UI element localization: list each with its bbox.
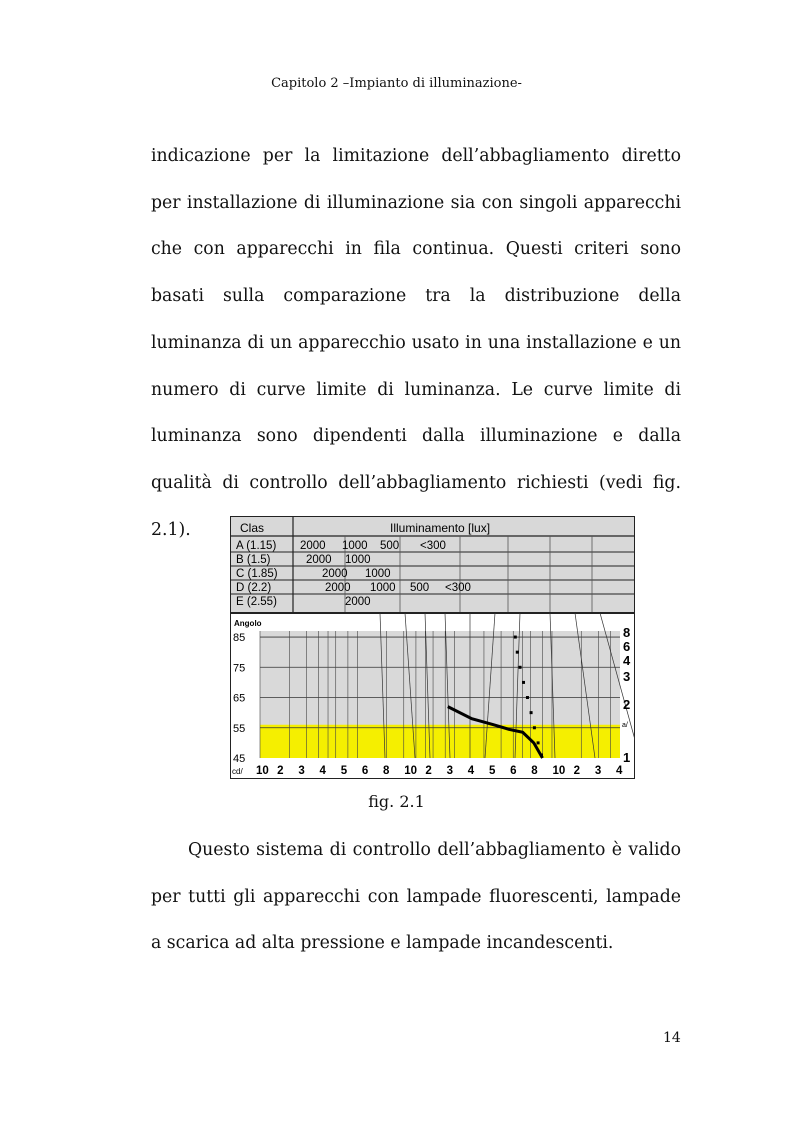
table-cell-lux: 1000 <box>370 582 396 594</box>
right-tick-label: 3 <box>623 669 631 684</box>
table-cell-lux: 2000 <box>322 568 348 580</box>
x-tick-label: 2 <box>573 765 581 777</box>
table-row-class: E (2.55) <box>236 596 277 608</box>
x-tick-label: 6 <box>361 765 369 777</box>
right-tick-label: 1 <box>623 750 631 765</box>
page-number: 14 <box>663 1030 681 1046</box>
highlight-band <box>260 725 620 758</box>
series-point-limit-dotted <box>519 666 522 669</box>
table-cell-lux: 1000 <box>365 568 391 580</box>
x-tick-label: 8 <box>531 765 538 777</box>
x-tick-label: 10 <box>552 765 566 777</box>
x-tick-label: 3 <box>446 765 453 777</box>
x-tick-label: 8 <box>383 765 390 777</box>
series-point-limit-dotted <box>516 651 519 654</box>
y-axis-label: Angolo <box>234 619 262 628</box>
series-point-limit-dotted <box>530 711 533 714</box>
right-tick-label: 8 <box>623 625 631 640</box>
x-tick-label: 10 <box>256 765 269 777</box>
y-tick-label: 45 <box>233 753 246 765</box>
table-class-header: Clas <box>240 521 265 535</box>
x-axis-label: cd/ <box>232 767 243 776</box>
y-tick-label: 55 <box>233 722 246 735</box>
x-tick-label: 6 <box>510 765 517 777</box>
x-tick-label: 2 <box>425 765 432 777</box>
x-tick-label: 2 <box>277 765 284 777</box>
x-tick-label: 5 <box>488 765 496 777</box>
body-paragraph-2: Questo sistema di controllo dell’abbagliamento è valido per tutti gli apparecchi con lampade fluorescenti, lampade a scarica ad alta pressione e lampade incandescenti. <box>151 840 681 954</box>
table-row-class: B (1.5) <box>236 554 271 566</box>
series-point-limit-dotted <box>533 726 536 729</box>
series-point-limit-dotted <box>537 741 540 744</box>
table-cell-lux: 1000 <box>345 554 371 566</box>
table-cell-lux: 500 <box>410 582 430 594</box>
table-cell-lux: 500 <box>380 540 400 552</box>
x-tick-label: 4 <box>467 765 475 777</box>
table-cell-lux: 2000 <box>345 596 371 608</box>
x-tick-label: 4 <box>616 765 623 777</box>
figure-2-1 <box>230 516 635 779</box>
table-cell-lux: <300 <box>445 582 471 594</box>
figure-caption: fig. 2.1 <box>368 792 425 811</box>
series-point-limit-dotted <box>540 753 543 756</box>
table-row-class: D (2.2) <box>236 582 272 594</box>
y-tick-label: 65 <box>233 692 246 705</box>
series-point-limit-dotted <box>526 696 529 699</box>
table-cell-lux: 2000 <box>306 554 332 566</box>
glare-limit-diagram <box>230 516 635 779</box>
table-cell-lux: 2000 <box>300 540 326 552</box>
x-tick-label: 10 <box>404 765 418 777</box>
right-axis-label: a/ <box>622 722 628 729</box>
table-cell-lux: <300 <box>420 540 446 552</box>
x-tick-label: 5 <box>340 765 348 777</box>
series-point-limit-dotted <box>514 636 517 639</box>
x-tick-label: 3 <box>594 765 602 777</box>
table-row-class: A (1.15) <box>236 540 277 552</box>
right-tick-label: 6 <box>623 639 631 654</box>
table-lux-header: Illuminamento [lux] <box>390 521 491 535</box>
x-tick-label: 3 <box>298 765 305 777</box>
table-row-class: C (1.85) <box>236 568 278 580</box>
running-header: Capitolo 2 –Impianto di illuminazione- <box>271 76 522 91</box>
right-tick-label: 4 <box>623 653 631 668</box>
y-tick-label: 75 <box>233 662 246 675</box>
series-point-limit-dotted <box>522 681 525 684</box>
table-cell-lux: 2000 <box>325 582 351 594</box>
right-tick-label: 2 <box>623 697 631 712</box>
x-tick-label: 4 <box>319 765 326 777</box>
y-tick-label: 85 <box>233 632 246 645</box>
table-cell-lux: 1000 <box>342 540 368 552</box>
body-paragraph-1: indicazione per la limitazione dell’abbagliamento diretto per installazione di illuminazione sia con singoli apparecchi che con apparecchi in fila continua. Questi criteri sono basati sulla comparazione tra la distribuzione della luminanza di un apparecchio usato in una installazione e un numero di curve limite di luminanza. Le curve limite di luminanza sono dipendenti dalla illuminazione e dalla qualità di controllo dell’abbagliamento richiesti (vedi fig. 2.1). <box>151 146 681 540</box>
